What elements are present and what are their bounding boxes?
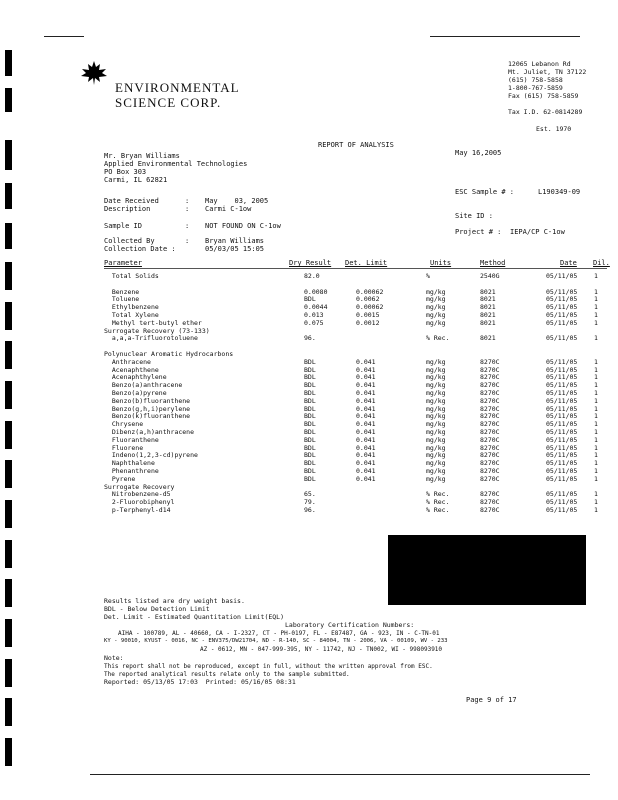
det-limit-cell: 0.041 — [356, 357, 376, 366]
table-row — [104, 428, 614, 436]
dry-result-cell: BDL — [304, 420, 316, 429]
det-limit-cell: 0.041 — [356, 381, 376, 390]
date-cell: 05/11/05 — [546, 467, 578, 475]
det-limit-cell: 0.041 — [356, 443, 376, 452]
date-cell: 05/11/05 — [546, 365, 578, 374]
parameter-cell: Benzo(k)fluoranthene — [104, 412, 191, 421]
header-underline — [104, 268, 607, 269]
field-sep: : — [185, 222, 190, 230]
table-row — [104, 389, 614, 397]
field-value: 05/03/05 15:05 — [205, 245, 265, 253]
units-cell: mg/kg — [426, 420, 446, 429]
method-cell: 8270C — [480, 365, 500, 374]
parameter-cell: Total Xylene — [104, 311, 159, 319]
column-header: Dry Result — [289, 259, 332, 267]
project-value: IEPA/CP C-1ow — [510, 228, 565, 236]
table-row — [104, 451, 614, 459]
parameter-cell: Benzene — [104, 287, 140, 296]
note-label: Note: — [104, 654, 124, 662]
client-line: Applied Environmental Technologies — [104, 160, 248, 168]
field-sep: : — [185, 205, 190, 213]
parameter-cell: Total Solids — [104, 272, 159, 280]
dry-result-cell: BDL — [304, 381, 316, 390]
date-cell: 05/11/05 — [546, 272, 578, 280]
date-cell: 05/11/05 — [546, 389, 578, 397]
dry-result-cell: BDL — [304, 373, 316, 382]
table-row — [104, 272, 614, 280]
footnote-line: BDL - Below Detection Limit — [104, 605, 210, 613]
parameter-cell: Chrysene — [104, 420, 144, 429]
dilution-cell: 1 — [594, 506, 598, 514]
footnote-line: Det. Limit - Estimated Quantitation Limit(EQL) — [104, 613, 285, 621]
field-label: Collection Date : — [104, 245, 176, 253]
units-cell: mg/kg — [426, 396, 446, 405]
dry-result-cell: BDL — [304, 295, 316, 304]
units-cell: mg/kg — [426, 451, 446, 460]
field-value: May 03, 2005 — [205, 197, 269, 205]
units-cell: mg/kg — [426, 389, 446, 397]
table-row — [104, 459, 614, 467]
table-row — [104, 405, 614, 413]
dry-result-cell: 0.0080 — [304, 287, 328, 296]
field-label: Description — [104, 205, 151, 213]
method-cell: 8021 — [480, 287, 496, 296]
field-sep: : — [185, 197, 190, 205]
table-row — [104, 498, 614, 506]
parameter-cell: Surrogate Recovery (73-133) — [104, 326, 210, 335]
maple-leaf-logo-icon — [80, 60, 108, 86]
date-cell: 05/11/05 — [546, 459, 578, 468]
column-header: Dil. — [593, 259, 610, 267]
dilution-cell: 1 — [594, 451, 598, 460]
date-cell: 05/11/05 — [546, 373, 578, 382]
esc-sample-label: ESC Sample # : — [455, 188, 515, 196]
field-label: Date Received — [104, 197, 159, 205]
dilution-cell: 1 — [594, 490, 598, 499]
dry-result-cell: BDL — [304, 412, 316, 421]
parameter-cell: Benzo(g,h,i)perylene — [104, 404, 191, 413]
column-header: Parameter — [104, 259, 142, 267]
dry-result-cell: BDL — [304, 396, 316, 405]
method-cell: 8270C — [480, 451, 500, 460]
det-limit-cell: 0.0062 — [356, 295, 380, 304]
field-value: Bryan Williams — [205, 237, 265, 245]
dry-result-cell: BDL — [304, 357, 316, 366]
table-row — [104, 342, 614, 350]
method-cell: 8270C — [480, 506, 500, 514]
company-name-line2: SCIENCE CORP. — [115, 95, 222, 110]
method-cell: 8270C — [480, 435, 500, 444]
dry-result-cell: BDL — [304, 443, 316, 452]
dry-result-cell: 0.075 — [304, 318, 324, 327]
dry-result-cell: BDL — [304, 404, 316, 413]
dilution-cell: 1 — [594, 272, 598, 280]
note-line: This report shall not be reproduced, except in full, without the written approval from ESC. — [104, 663, 433, 670]
parameter-cell: Dibenz(a,h)anthracene — [104, 428, 195, 436]
det-limit-cell: 0.041 — [356, 412, 376, 421]
parameter-cell: Nitrobenzene-d5 — [104, 490, 171, 499]
table-row — [104, 350, 614, 358]
field-sep: : — [185, 237, 190, 245]
table-row — [104, 319, 614, 327]
dry-result-cell: BDL — [304, 459, 316, 468]
date-cell: 05/11/05 — [546, 498, 578, 507]
units-cell: mg/kg — [426, 474, 446, 483]
dry-result-cell: 96. — [304, 334, 316, 343]
cert-line: KY - 90010, KYUST - 0016, NC - ENV375/DW21704, ND - R-140, SC - 84004, TN - 2006, VA - 00109, WV - 233 — [104, 638, 448, 644]
dry-result-cell: 96. — [304, 506, 316, 514]
units-cell: mg/kg — [426, 443, 446, 452]
det-limit-cell: 0.041 — [356, 420, 376, 429]
method-cell: 8270C — [480, 396, 500, 405]
page-number: Page 9 of 17 — [466, 696, 517, 704]
date-cell: 05/11/05 — [546, 420, 578, 429]
column-header: Method — [480, 259, 506, 267]
dry-result-cell: 0.013 — [304, 311, 324, 319]
table-row — [104, 366, 614, 374]
table-row — [104, 288, 614, 296]
det-limit-cell: 0.00062 — [356, 287, 384, 296]
dilution-cell: 1 — [594, 443, 598, 452]
units-cell: mg/kg — [426, 318, 446, 327]
field-value: Carmi C-1ow — [205, 205, 252, 213]
date-cell: 05/11/05 — [546, 303, 578, 312]
table-row — [104, 506, 614, 514]
det-limit-cell: 0.0015 — [356, 311, 380, 319]
dilution-cell: 1 — [594, 498, 598, 507]
dry-result-cell: BDL — [304, 365, 316, 374]
date-cell: 05/11/05 — [546, 506, 578, 514]
parameter-cell: Toluene — [104, 295, 140, 304]
table-row — [104, 490, 614, 498]
dilution-cell: 1 — [594, 459, 598, 468]
parameter-cell: 2-Fluorobiphenyl — [104, 498, 175, 507]
parameter-cell: a,a,a-Trifluorotoluene — [104, 334, 198, 343]
dry-result-cell: BDL — [304, 389, 316, 397]
address-line: Mt. Juliet, TN 37122 — [508, 68, 587, 76]
units-cell: % — [426, 272, 430, 280]
table-row — [104, 467, 614, 475]
date-cell: 05/11/05 — [546, 443, 578, 452]
established: Est. 1970 — [536, 125, 572, 133]
esc-sample-value: L190349-09 — [538, 188, 581, 196]
parameter-cell: Methyl tert-butyl ether — [104, 318, 202, 327]
units-cell: mg/kg — [426, 295, 446, 304]
table-row — [104, 358, 614, 366]
method-cell: 8270C — [480, 420, 500, 429]
parameter-cell: Fluoranthene — [104, 435, 159, 444]
parameter-cell: Acenaphthylene — [104, 373, 167, 382]
units-cell: mg/kg — [426, 287, 446, 296]
company-name-line1: ENVIRONMENTAL — [115, 80, 240, 95]
dilution-cell: 1 — [594, 287, 598, 296]
parameter-cell: Pyrene — [104, 474, 136, 483]
dilution-cell: 1 — [594, 404, 598, 413]
date-cell: 05/11/05 — [546, 474, 578, 483]
report-timestamps: Reported: 05/13/05 17:03 Printed: 05/16/05 08:31 — [104, 678, 296, 686]
method-cell: 8270C — [480, 498, 500, 507]
site-id-label: Site ID : — [455, 212, 493, 220]
date-cell: 05/11/05 — [546, 404, 578, 413]
footnote-line: Results listed are dry weight basis. — [104, 597, 245, 605]
redaction-block — [388, 535, 586, 605]
dilution-cell: 1 — [594, 365, 598, 374]
client-line: Carmi, IL 62821 — [104, 176, 168, 184]
method-cell: 8270C — [480, 467, 500, 475]
table-row — [104, 444, 614, 452]
method-cell: 8021 — [480, 295, 496, 304]
method-cell: 8021 — [480, 318, 496, 327]
table-row — [104, 397, 614, 405]
method-cell: 8021 — [480, 311, 496, 319]
certification-title: Laboratory Certification Numbers: — [285, 621, 415, 629]
table-row — [104, 412, 614, 420]
table-row — [104, 420, 614, 428]
det-limit-cell: 0.041 — [356, 435, 376, 444]
date-cell: 05/11/05 — [546, 334, 578, 343]
table-row — [104, 311, 614, 319]
method-cell: 8270C — [480, 373, 500, 382]
top-scan-rule — [44, 36, 84, 37]
dilution-cell: 1 — [594, 373, 598, 382]
method-cell: 8270C — [480, 443, 500, 452]
field-value: NOT FOUND ON C-1ow — [205, 222, 281, 230]
dry-result-cell: 79. — [304, 498, 316, 507]
cert-line: AIHA - 100789, AL - 40660, CA - I-2327, CT - PH-0197, FL - E87487, GA - 923, IN - C-TN-01 — [118, 630, 440, 637]
dry-result-cell: BDL — [304, 474, 316, 483]
dilution-cell: 1 — [594, 420, 598, 429]
det-limit-cell: 0.041 — [356, 373, 376, 382]
method-cell: 8270C — [480, 381, 500, 390]
units-cell: mg/kg — [426, 365, 446, 374]
table-row — [104, 327, 614, 335]
det-limit-cell: 0.00062 — [356, 303, 384, 312]
table-row — [104, 280, 614, 288]
field-label: Sample ID — [104, 222, 142, 230]
table-row — [104, 483, 614, 491]
method-cell: 8270C — [480, 428, 500, 436]
date-cell: 05/11/05 — [546, 295, 578, 304]
client-line: Mr. Bryan Williams — [104, 152, 180, 160]
date-cell: 05/11/05 — [546, 490, 578, 499]
dilution-cell: 1 — [594, 295, 598, 304]
dry-result-cell: 0.0044 — [304, 303, 328, 312]
det-limit-cell: 0.041 — [356, 396, 376, 405]
method-cell: 8270C — [480, 459, 500, 468]
det-limit-cell: 0.041 — [356, 451, 376, 460]
units-cell: % Rec. — [426, 490, 450, 499]
method-cell: 8021 — [480, 334, 496, 343]
date-cell: 05/11/05 — [546, 428, 578, 436]
parameter-cell: Benzo(b)fluoranthene — [104, 396, 191, 405]
det-limit-cell: 0.041 — [356, 365, 376, 374]
date-cell: 05/11/05 — [546, 357, 578, 366]
units-cell: % Rec. — [426, 506, 450, 514]
cert-line: AZ - 0612, MN - 047-999-395, NY - 11742, NJ - TN002, WI - 998093910 — [200, 646, 443, 653]
units-cell: % Rec. — [426, 334, 450, 343]
table-row — [104, 303, 614, 311]
client-line: PO Box 303 — [104, 168, 147, 176]
units-cell: mg/kg — [426, 373, 446, 382]
address-line: Fax (615) 758-5859 — [508, 92, 579, 100]
det-limit-cell: 0.041 — [356, 389, 376, 397]
dry-result-cell: BDL — [304, 467, 316, 475]
parameter-cell: Polynuclear Aromatic Hydrocarbons — [104, 350, 234, 358]
tax-id: Tax I.D. 62-0814289 — [508, 108, 583, 116]
top-scan-rule — [430, 36, 580, 37]
parameter-cell: Anthracene — [104, 357, 151, 366]
units-cell: mg/kg — [426, 412, 446, 421]
dilution-cell: 1 — [594, 467, 598, 475]
method-cell: 2540G — [480, 272, 500, 280]
parameter-cell: Naphthalene — [104, 459, 155, 468]
column-header: Det. Limit — [345, 259, 388, 267]
bottom-scan-rule — [90, 774, 590, 775]
parameter-cell: Phenanthrene — [104, 467, 159, 475]
dilution-cell: 1 — [594, 303, 598, 312]
method-cell: 8270C — [480, 389, 500, 397]
units-cell: mg/kg — [426, 381, 446, 390]
det-limit-cell: 0.041 — [356, 459, 376, 468]
address-line: (615) 758-5858 — [508, 76, 563, 84]
method-cell: 8270C — [480, 412, 500, 421]
units-cell: mg/kg — [426, 303, 446, 312]
dilution-cell: 1 — [594, 412, 598, 421]
table-row — [104, 334, 614, 342]
dilution-cell: 1 — [594, 435, 598, 444]
dry-result-cell: BDL — [304, 435, 316, 444]
report-date: May 16,2005 — [455, 149, 502, 157]
parameter-cell: Ethylbenzene — [104, 303, 159, 312]
dilution-cell: 1 — [594, 318, 598, 327]
parameter-cell: Fluorene — [104, 443, 144, 452]
dilution-cell: 1 — [594, 396, 598, 405]
det-limit-cell: 0.041 — [356, 474, 376, 483]
date-cell: 05/11/05 — [546, 381, 578, 390]
units-cell: mg/kg — [426, 459, 446, 468]
dry-result-cell: BDL — [304, 428, 316, 436]
note-line: The reported analytical results relate only to the sample submitted. — [104, 671, 350, 678]
det-limit-cell: 0.041 — [356, 404, 376, 413]
parameter-cell: Surrogate Recovery — [104, 482, 175, 491]
address-line: 12065 Lebanon Rd — [508, 60, 571, 68]
dilution-cell: 1 — [594, 389, 598, 397]
parameter-cell: Benzo(a)pyrene — [104, 389, 167, 397]
parameter-cell: Acenaphthene — [104, 365, 159, 374]
dilution-cell: 1 — [594, 428, 598, 436]
method-cell: 8270C — [480, 490, 500, 499]
date-cell: 05/11/05 — [546, 412, 578, 421]
dilution-cell: 1 — [594, 381, 598, 390]
units-cell: mg/kg — [426, 435, 446, 444]
method-cell: 8270C — [480, 404, 500, 413]
date-cell: 05/11/05 — [546, 311, 578, 319]
table-row — [104, 381, 614, 389]
det-limit-cell: 0.041 — [356, 428, 376, 436]
dry-result-cell: BDL — [304, 451, 316, 460]
dry-result-cell: 82.0 — [304, 272, 320, 280]
report-title: REPORT OF ANALYSIS — [318, 141, 394, 149]
date-cell: 05/11/05 — [546, 435, 578, 444]
units-cell: % Rec. — [426, 498, 450, 507]
method-cell: 8021 — [480, 303, 496, 312]
parameter-cell: p-Terphenyl-d14 — [104, 506, 171, 514]
date-cell: 05/11/05 — [546, 396, 578, 405]
units-cell: mg/kg — [426, 467, 446, 475]
det-limit-cell: 0.041 — [356, 467, 376, 475]
dilution-cell: 1 — [594, 334, 598, 343]
method-cell: 8270C — [480, 357, 500, 366]
dilution-cell: 1 — [594, 311, 598, 319]
parameter-cell: Indeno(1,2,3-cd)pyrene — [104, 451, 198, 460]
dilution-cell: 1 — [594, 357, 598, 366]
table-row — [104, 436, 614, 444]
dilution-cell: 1 — [594, 474, 598, 483]
column-header: Units — [430, 259, 452, 267]
date-cell: 05/11/05 — [546, 287, 578, 296]
column-header: Date — [560, 259, 577, 267]
field-label: Collected By — [104, 237, 155, 245]
table-row — [104, 295, 614, 303]
table-row — [104, 475, 614, 483]
address-line: 1-800-767-5859 — [508, 84, 563, 92]
parameter-cell: Benzo(a)anthracene — [104, 381, 183, 390]
table-row — [104, 373, 614, 381]
date-cell: 05/11/05 — [546, 318, 578, 327]
units-cell: mg/kg — [426, 428, 446, 436]
method-cell: 8270C — [480, 474, 500, 483]
units-cell: mg/kg — [426, 404, 446, 413]
project-label: Project # : — [455, 228, 502, 236]
dry-result-cell: 65. — [304, 490, 316, 499]
units-cell: mg/kg — [426, 357, 446, 366]
det-limit-cell: 0.0012 — [356, 318, 380, 327]
date-cell: 05/11/05 — [546, 451, 578, 460]
units-cell: mg/kg — [426, 311, 446, 319]
